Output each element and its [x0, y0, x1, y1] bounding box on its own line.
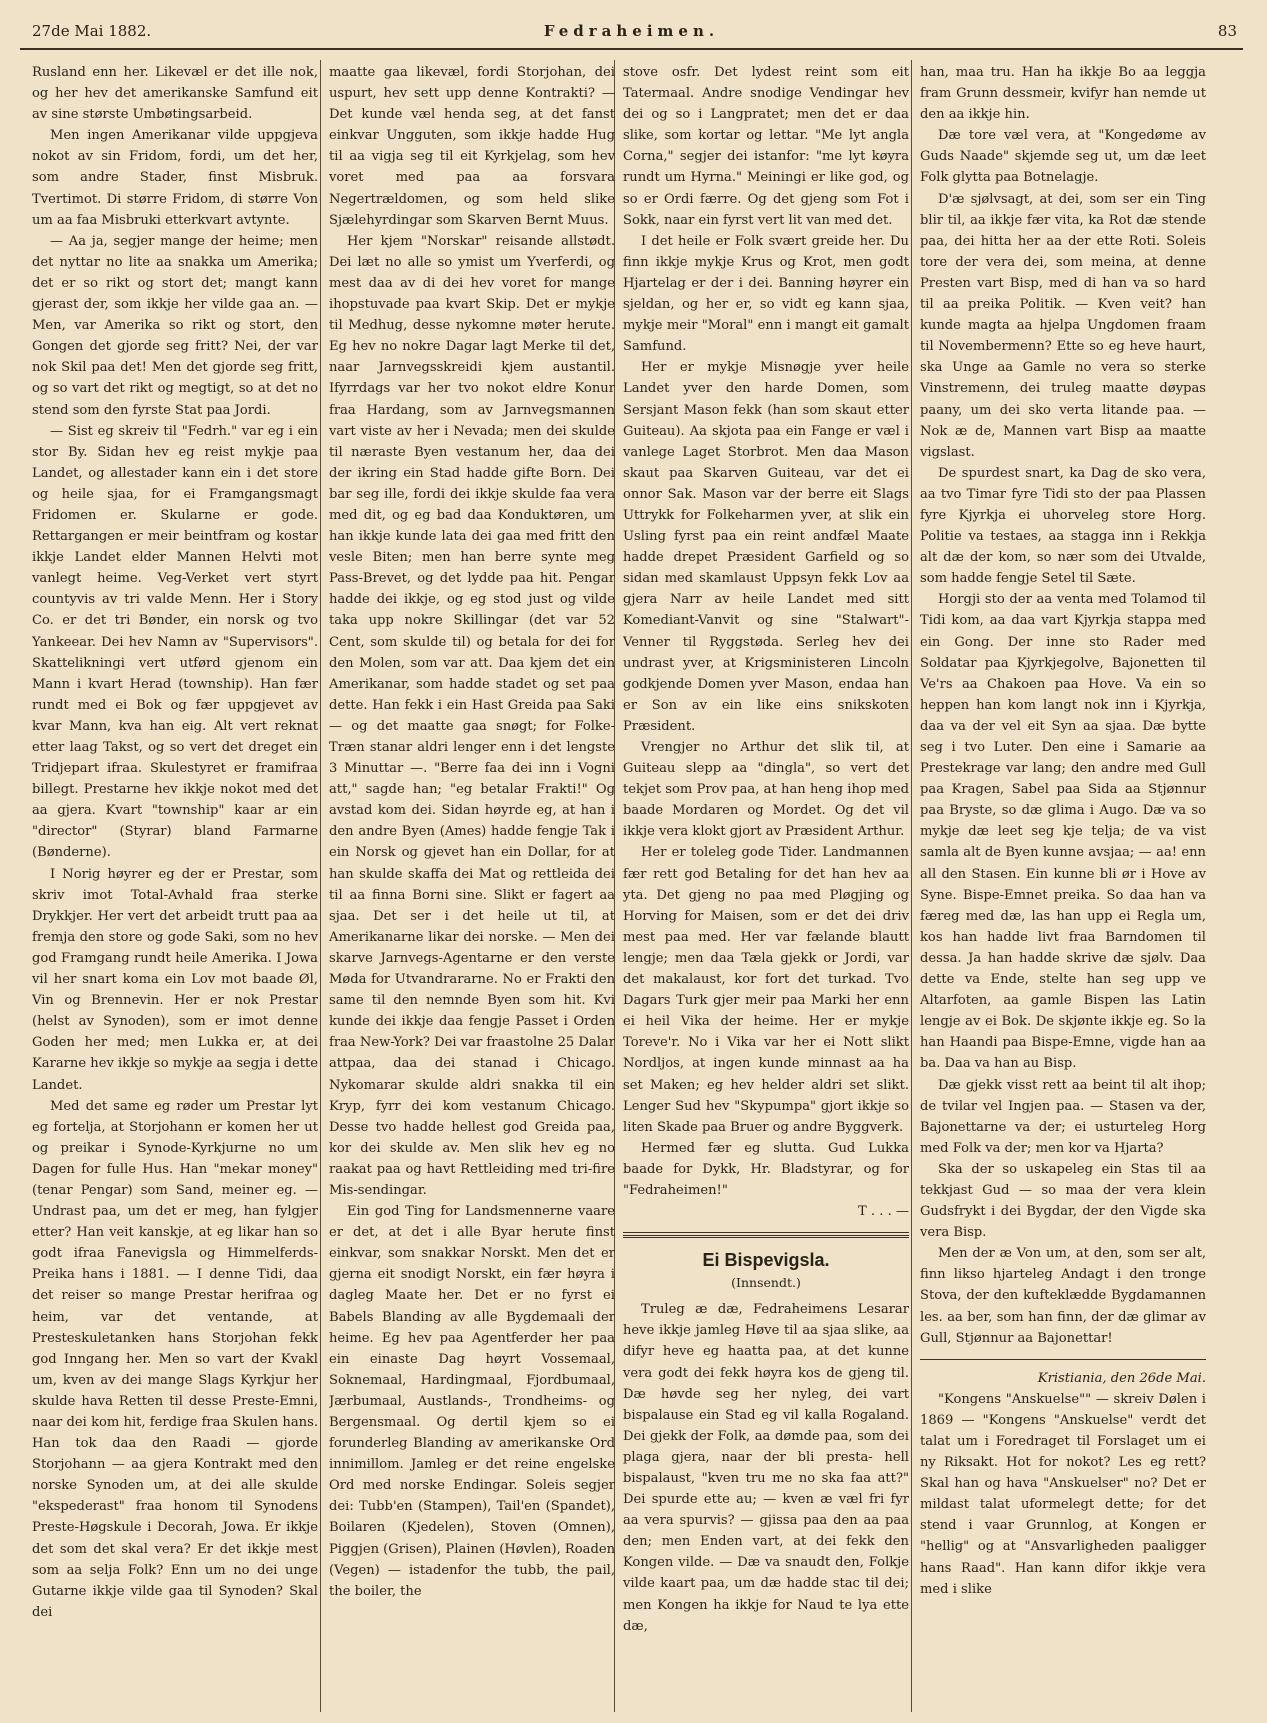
- paragraph: han, maa tru. Han ha ikkje Bo aa leggja fram Grunn dessmeir, kvifyr han nemde ut den aa ikkje hin.: [920, 65, 1206, 123]
- paragraph: Ska der so uskapeleg ein Stas til aa tekkjast Gud — so maa der vera klein Gudsfrykt i dei Bygdar, der den Vigde ska vera Bisp.: [920, 1161, 1206, 1241]
- paragraph: Hermed fær eg slutta. Gud Lukka baade for Dykk, Hr. Bladstyrar, og for "Fedraheimen!": [623, 1140, 909, 1198]
- paragraph: I det heile er Folk svært greide her. Du finn ikkje mykje Krus og Krot, men godt Hjartelag er der i dei. Banning høyrer ein sjeldan, og her er, so vidt eg kann sjaa, mykje meir "Moral" enn i mangt eit gamalt Samfund.: [623, 233, 909, 355]
- paragraph: — Sist eg skreiv til "Fedrh." var eg i ein stor By. Sidan hev eg reist mykje paa Landet, og allestader kann ein i det store og heile sjaa, for ei Framgangsmagt Fridomen er. Skularne er gode. Rettargangen er meir beintfram og kostar ikkje Landet elder Mannen Helvti mot vanlegt heime. Veg-Verket vert styrt countyvis av tri valde Menn. Her i Story Co. er det tri Bønder, ein norsk og tvo Yankeear. Dei hev Namn av "Supervisors". Skattelikningi vert utførd gjenom ein Mann i kvart Herad (township). Han fær rundt med ei Bok og fær uppgjevet av kvar Mann, kva han eig. Alt vert reknat etter laag Takst, og so vert det dreget ein Tridjepart ifraa. Skulestyret er framifraa billegt. Prestarne hev ikkje nokot med det aa gjera. Kvart "township" kaar ar ein "director" (Styrar) bland Farmarne (Bønderne).: [32, 423, 318, 861]
- page-number: 83: [1217, 22, 1237, 40]
- paragraph: stove osfr. Det lydest reint som eit Tatermaal. Andre snodige Vendingar hev dei og so i Langpratet; men det er daa slike, som kortar og lettar. "Me lyt angla Corna," segjer dei istanfor: "me lyt køyra rundt um Hyrna." Meiningi er like god, og so er Ordi færre. Og det gjeng som Fot i Sokk, naar ein fyrst vert lit van med det.: [623, 65, 909, 228]
- paragraph: Men ingen Amerikanar vilde uppgjeva nokot av sin Fridom, fordi, um det her, som andre Stader, finst Misbruk. Tvertimot. Di større Fridom, di større Von um aa faa Misbruki etterkvart avtynte.: [32, 128, 318, 228]
- paragraph: Vrengjer no Arthur det slik til, at Guiteau slepp aa "dingla", so vert det tekjet som Prov paa, at han heng ihop med baade Mordaren og Mordet. Og det vil ikkje vera klokt gjort av Præsident Arthur.: [623, 740, 909, 840]
- paragraph: maatte gaa likevæl, fordi Storjohan, dei uspurt, hev sett upp denne Kontrakti? — Det kunde væl henda seg, at det fanst einkvar Ungguten, som ikkje hadde Hug til aa vigja seg til eit Kyrkjelag, som hev voret med paa aa forsvara Negertrældomen, og som held slike Sjælehyrdingar som Skarven Bernt Muus.: [329, 65, 615, 228]
- paragraph: — Aa ja, segjer mange der heime; men det nyttar no lite aa snakka um Amerika; det er so rikt og stort det; mangt kann gjerast der, som ikkje her vilde gaa an. — Men, var Amerika so rikt og stort, den Gongen det gjorde seg fritt? Nei, der var nok Skil paa det! Men det gjorde seg fritt, og so vart det rikt og megtigt, so at det no stend som den fyrste Stat paa Jordi.: [32, 233, 318, 418]
- paragraph: Rusland enn her. Likevæl er det ille nok, og her hev det amerikanske Samfund eit av sine største Umbøtingsarbeid.: [32, 65, 318, 123]
- paragraph: Her er mykje Misnøgje yver heile Landet yver den harde Domen, som Sersjant Mason fekk (han som skaut etter Guiteau). Aa skjota paa ein Fange er væl i vanlege Laget Storbrot. Men daa Mason skaut paa Skarven Guiteau, var det ei onnor Sak. Mason var der berre eit Slags Uttrykk for Folkeharmen yver, at slik ein Usling fyrst paa ein reint andfæl Maate hadde drepet Præsident Garfield og so sidan med skamlaust Uppsyn fekk Lov aa gjera Narr av heile Landet med sitt Komediant-Vanvit og sine "Stalwart"-Venner til Ryggstøda. Serleg hev dei undrast yver, at Krigsministeren Lincoln godkjende Domen yver Mason, endaa han er Son av ein like eins snikskoten Præsident.: [623, 360, 909, 734]
- page-header: [20, 18, 1243, 50]
- issue-date: 27de Mai 1882.: [32, 22, 152, 40]
- letter-signature: T . . . —: [858, 1204, 909, 1220]
- paragraph: D'æ sjølvsagt, at dei, som ser ein Ting blir til, aa ikkje fær vita, ka Rot dæ stende paa, dei hitta her aa der ette Roti. Soleis tore der vera dei, som meina, at denne Presten vart Bisp, med di han va so hard til aa preika Politik. — Kven veit? han kunde magta aa hjelpa Ungdomen fraam til Novembermenn? Ette so eg heve haurt, ska Unge aa Gamle no vera so sterke Vinstremenn, dei truleg maatte døypas paany, um dei sko verta litande paa. — Nok æ de, Mannen vart Bisp aa maatte vigslast.: [920, 191, 1206, 460]
- column-rule: [320, 60, 321, 1712]
- article-title: Ei Bispevigsla.: [702, 1250, 830, 1271]
- column-rule: [911, 60, 912, 1712]
- column-4: [920, 62, 1206, 1710]
- paragraph: Truleg æ dæ, Fedraheimens Lesarar heve ikkje jamleg Høve til aa sjaa slike, aa difyr heve eg haatta paa, at det kunne vera godt dei fekk høyra kos de gjeng til. Dæ høvde seg her nyleg, dei vart bispalause ein Stad eg vil kalla Rogaland. Dei gjekk der Folk, aa dømde paa, som dei plaga gjera, naar der bli presta- hell bispalaust, "kven tru me no ska faa att?" Dei spurde ette au; — kven æ væl fri fyr aa vera spurvis? — gjissa paa den aa paa den; men Enden vart, at dei fekk den Kongen vilde. — Dæ va snaudt den, Folkje vilde kaart paa, um dæ hadde stac til dei; men Kongen ha ikkje for Naud te lya ette dæ,: [623, 1302, 909, 1634]
- column-1: [32, 62, 318, 1710]
- paragraph: Her kjem "Norskar" reisande allstødt. Dei læt no alle so ymist um Yverferdi, og mest daa av di dei hev voret for mange ihopstuvade paa kvart Skip. Det er mykje til Medhug, desse nykomne møter herute. Eg hev no nokre Dagar lagt Merke til det, naar Jarnvegsskreidi kjem austantil. Ifyrrdags var her tvo nokot eldre Konur fraa Hardang, som av Jarnvegsmannen vart viste av her i Nevada; men dei skulde til næraste Byen vestanum her, daa dei der ikring ein Stad hadde gifte Born. Dei bar seg ille, fordi dei ikkje skulde faa vera med dit, og eg bad daa Konduktøren, um han ikkje kunde lata dei gaa med fritt den vesle Biten; men han berre synte meg Pass-Brevet, og det lydde paa hit. Pengar hadde dei ikkje, og eg stod just og vilde taka upp nokre Skillingar (det var 52 Cent, som skulde til) og betala for dei for den Molen, som var att. Daa kjem det ein Amerikanar, som hadde stadet og set paa dette. Han fekk i ein Hast Greida paa Saki — og det maatte gaa snøgt; for Folke-Træn stanar aldri lenger enn i det lengste 3 Minuttar —. "Berre faa dei inn i Vogni att," sagde han; "eg betalar Frakti!" Og avstad kom dei. Sidan høyrde eg, at han i den andre Byen (Ames) hadde fengje Tak i ein Norsk og gjevet han ein Dollar, for at han skulde skaffa dei Mat og rettleida dei til aa finna Borni sine. Slikt er fagert aa sjaa. Det ser i det heile ut til, at Amerikanarne likar dei norske. — Men dei skarve Jarnvegs-Agentarne er den verste Møda for Utvandrararne. No er Frakti den same til den nemnde Byen som hit. Kvi kunde dei ikkje daa fengje Passet i Orden fraa New-York? Dei var fraastolne 25 Dalar attpaa, daa dei stanad i Chicago. Nykomarar skulde aldri snakka til ein Kryp, fyrr dei kom vestanum Chicago. Desse tvo hadde hellest god Greida paa, kor dei skulde av. Men slik hev eg no raakat paa og havt Rettleiding med tri-fire Mis-sendingar.: [329, 233, 615, 1198]
- paragraph: I Norig høyrer eg der er Prestar, som skriv imot Total-Avhald fraa sterke Drykkjer. Her vert det arbeidt trutt paa aa fremja den store og gode Saki, som no hev god Framgang rundt heile Amerika. I Jowa vil her snart koma ein Lov mot baade Øl, Vin og Brennevin. Her er nok Prestar (helst av Synoden), som er imot denne Goden her med; men Lukka er, at dei Kararne hev ikkje so mykje aa segja i dette Landet.: [32, 866, 318, 1093]
- paragraph: Med det same eg røder um Prestar lyt eg fortelja, at Storjohann er komen her ut og preikar i Synode-Kyrkjurne no um Dagen for fulle Hus. Han "mekar money" (tenar Pengar) som Sand, meiner eg. — Undrast paa, um det er meg, han fylgjer etter? Han veit kanskje, at eg likar han so godt ifraa Fanevigsla og Himmelferds-Preika hans i 1881. — I denne Tidi, daa det reiser so mange Prestar herifraa og heim, var det ventande, at Presteskuletanken hans Storjohan fekk god Inngang her. Men so vart der Kvakl um, kven av dei mange Slags Kyrkjur her skulde hava Retten til desse Preste-Emni, naar dei kom hit, ferdige fraa Skulen hans. Han tok daa den Raadi — gjorde Storjohann — aa gjera Kontrakt med den norske Synoden um, at dei alle skulde "ekspederast" fraa honom til Synodens Preste-Høgskule i Decorah, Jowa. Er ikkje det som det skal vera? Er det ikkje mest som aa selja Folk? Enn um no dei unge Gutarne ikkje vilde gaa til Synoden? Skal dei: [32, 1098, 318, 1620]
- paragraph: "Kongens "Anskuelse"" — skreiv Dølen i 1869 — "Kongens "Anskuelse" verdt det talat um i Foredraget til Forslaget um ei ny Riksakt. Hot for nokot? Les eg rett? Skal han og hava "Anskuelser" no? Det er mildast talat uformelegt dette; for det stend i vaar Grunnlog, at Kongen er "hellig" og at "Ansvarligheden paaligger hans Raad". Han kann difor ikkje vera med i slike: [920, 1391, 1206, 1597]
- article-subtitle: (Innsendt.): [731, 1275, 801, 1291]
- masthead-title: Fedraheimen.: [543, 22, 720, 40]
- news-dateline: Kristiania, den 26de Mai.: [1037, 1370, 1206, 1386]
- paragraph: De spurdest snart, ka Dag de sko vera, aa tvo Timar fyre Tidi sto der paa Plassen fyre Kjyrkja ei uhorveleg store Horg. Politie va testaes, aa stagga inn i Rekkja alt dæ der kom, so nær som dei Utvalde, som hadde fengje Setel til Sæte.: [920, 465, 1206, 587]
- article-separator: [623, 1232, 909, 1238]
- column-3: [623, 62, 909, 1710]
- news-separator: [920, 1359, 1206, 1360]
- column-2: [329, 62, 615, 1710]
- paragraph: Ein god Ting for Landsmennerne vaare er det, at det i alle Byar herute finst einkvar, som snakkar Norskt. Men det er gjerna eit snodigt Norskt, ein fær høyra i dagleg Maate her. Det er no fyrst ei Babels Blanding av alle Bygdemaali der heime. Eg hev paa Agentferder her paa ein einaste Dag høyrt Vossemaal, Soknemaal, Hardingmaal, Fjordbumaal, Jærbumaal, Austlands-, Trondheims- og Bergensmaal. Og dertil kjem so ei forunderleg Blanding av amerikanske Ord innimillom. Jamleg er det reine engelske Ord med norske Endingar. Soleis segjer dei: Tubb'en (Stampen), Tail'en (Spandet), Boilaren (Kjedelen), Stoven (Omnen), Piggjen (Grisen), Plainen (Høvlen), Roaden (Vegen) — istadenfor the tubb, the pail, the boiler, the: [329, 1204, 615, 1599]
- paragraph: Horgji sto der aa venta med Tolamod til Tidi kom, aa daa vart Kjyrkja stappa med ein Gong. Der inne sto Rader med Soldatar paa Kjyrkjegolve, Bajonetten til Ve'rs aa Chakoen paa Hove. Va ein so heppen han kom langt nok inn i Kjyrkja, daa va der vel eit Syn aa sjaa. Dæ bytte seg i tvo Luter. Den eine i Samarie aa Prestekrage var lang; den andre med Gull paa Kragen, Sabel paa Sida aa Stjønnur paa Bryste, so dæ glima i Augo. Dæ va so mykje dæ leet seg kje telja; de va vist samla alt de Byen kunne avsjaa; — aa! enn all den Stasen. Ein kunne bli ør i Hove av Syne. Bispe-Emnet preika. So daa han va færeg med dæ, las han upp ei Regla um, kos han hadde livt fraa Barndomen til dessa. Ja han hadde skrive dæ sjølv. Daa dette va Ende, stelte han seg upp ve Altarfoten, aa gamle Bispen las Latin lengje av ei Bok. De skjønte ikkje eg. So la han Haandi paa Bispe-Emne, vigde han aa ba. Daa va han au Bisp.: [920, 592, 1206, 1072]
- paragraph: Dæ tore væl vera, at "Kongedøme av Guds Naade" skjemde seg ut, um dæ leet Folk glytta paa Botnelagje.: [920, 128, 1206, 186]
- paragraph: Her er toleleg gode Tider. Landmannen fær rett god Betaling for det han hev aa yta. Det gjeng no paa med Pløgjing og Horving for Maisen, som er det dei driv mest paa med. Her var fælande blautt lengje; men daa Tæla gjekk or Jordi, var det makalaust, kor fort det turkad. Tvo Dagars Turk gjer meir paa Marki her enn ei heil Vika der heime. Her er mykje Toreve'r. No i Vika var her ei Nott slikt Nordljos, at ingen kunde minnast aa ha set Maken; eg hev helder aldri set slikt. Lenger Sud hev "Skypumpa" gjort ikkje so liten Skade paa Bruer og andre Byggverk.: [623, 845, 909, 1135]
- paragraph: Men der æ Von um, at den, som ser alt, finn likso hjarteleg Andagt i den tronge Stova, der den kufteklædde Bygdamannen les. aa ber, som han finn, der dæ glimar av Gull, Stjønnur aa Bajonettar!: [920, 1246, 1206, 1346]
- paragraph: Dæ gjekk visst rett aa beint til alt ihop; de tvilar vel Ingjen paa. — Stasen va der, Bajonettarne va der; ei usturteleg Horg med Folk va der; men kor va Hjarta?: [920, 1077, 1206, 1156]
